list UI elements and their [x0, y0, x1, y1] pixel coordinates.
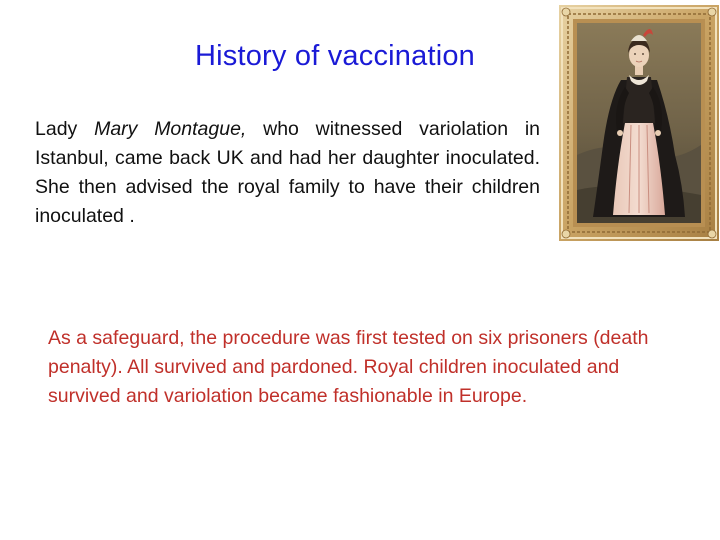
portrait-painting: [559, 5, 719, 241]
intro-body: who witnessed variolation in Istanbul, came back UK and had her daughter inoculated. She then advised the royal family to have their children inoculated .: [35, 118, 541, 227]
intro-paragraph: [35, 115, 540, 231]
intro-lead: Lady: [35, 118, 95, 140]
person-name: Mary Montague,: [94, 118, 247, 140]
slide-title: History of vaccination: [194, 40, 475, 72]
safeguard-paragraph: As a safeguard, the procedure was first tested on six prisoners (death penalty). All survived and pardoned. Royal children inoculated and survived and variolation became fashionable in Europe.: [48, 327, 649, 407]
